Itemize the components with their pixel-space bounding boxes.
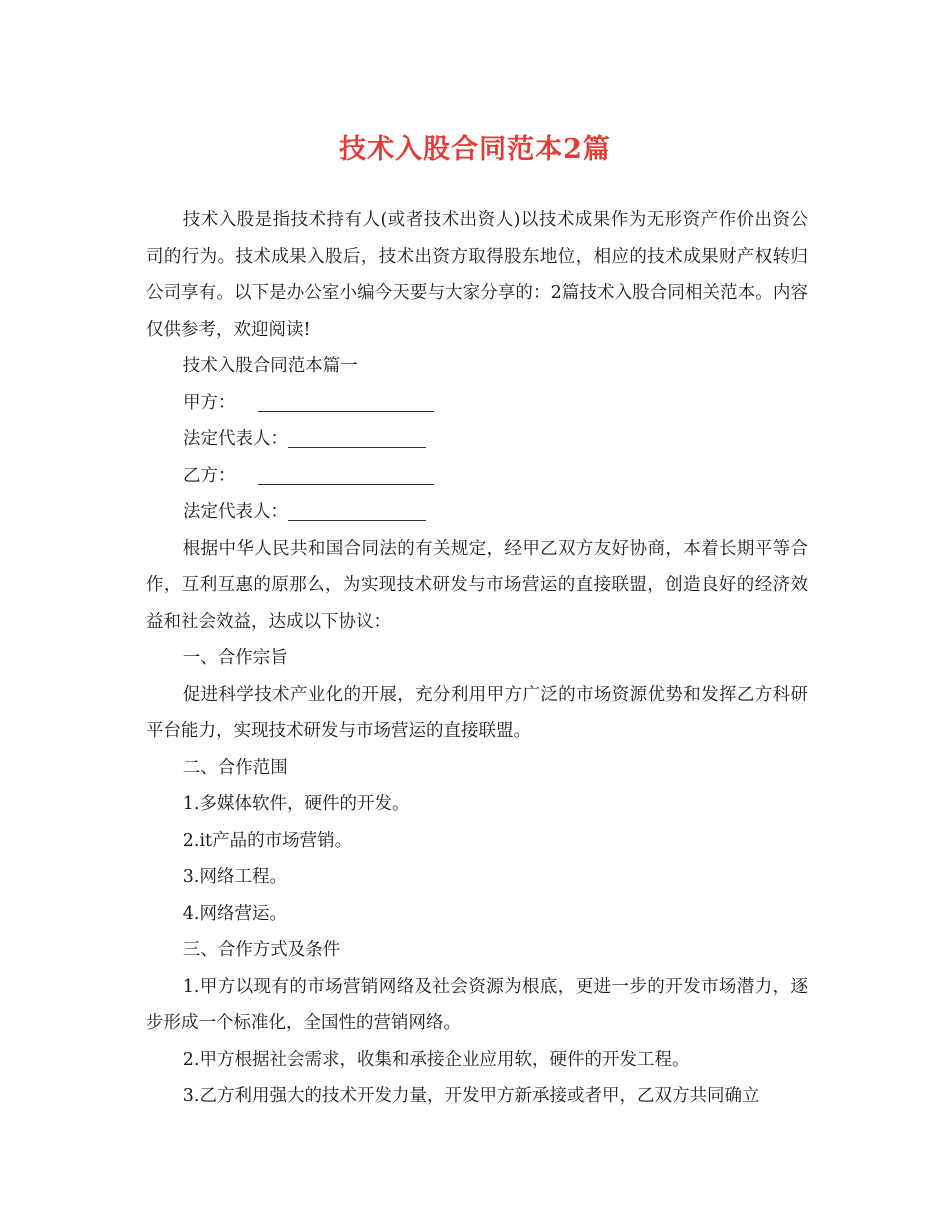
field-party-b (146, 458, 808, 495)
scope-item: 4.网络营运。 (182, 903, 287, 924)
field-label: 乙方： (183, 465, 236, 486)
signature-line (258, 389, 434, 412)
field-party-a (146, 385, 808, 422)
scope-item: 2.it产品的市场营销。 (182, 830, 353, 851)
section-title: 技术入股合同范本篇一 (182, 356, 358, 376)
heading-scope: 二、合作范围 (182, 757, 288, 778)
field-label: 法定代表人： (183, 502, 288, 522)
heading-purpose: 一、合作宗旨 (182, 648, 288, 668)
field-rep-b (146, 494, 808, 531)
terms-item: 2.甲方根据社会需求，收集和承接企业应用软，硬件的开发工程。 (182, 1049, 690, 1070)
document-title: 技术入股合同范本2篇 (339, 134, 611, 165)
terms-item: 3.乙方利用强大的技术开发力量，开发甲方新承接或者甲，乙双方共同确立 (182, 1086, 760, 1106)
purpose-paragraph: 促进科学技术产业化的开展，充分利用甲方广泛的市场资源优势和发挥乙方科研平台能力，实现技术研发与市场营运的直接联盟。 (146, 684, 808, 741)
signature-line (288, 498, 426, 521)
terms-item: 1.甲方以现有的市场营销网络及社会资源为根底，更进一步的开发市场潜力，逐步形成一个标准化，全国性的营销网络。 (146, 976, 808, 1033)
document-body (146, 202, 808, 1115)
heading-terms: 三、合作方式及条件 (182, 940, 341, 960)
signature-line (288, 425, 426, 448)
scope-item: 1.多媒体软件，硬件的开发。 (182, 794, 410, 814)
signature-line (258, 462, 434, 485)
scope-item: 3.网络工程。 (182, 867, 287, 887)
intro-paragraph: 技术入股是指技术持有人(或者技术出资人)以技术成果作为无形资产作价出资公司的行为。技术成果入股后，技术出资方取得股东地位，相应的技术成果财产权转归公司享有。以下是办公室小编今天要与大家分享的：2篇技术入股合同相关范本。内容仅供参考，欢迎阅读! (146, 210, 808, 340)
field-label: 法定代表人： (183, 429, 288, 449)
field-label: 甲方： (183, 392, 236, 413)
preamble-paragraph: 根据中华人民共和国合同法的有关规定，经甲乙双方友好协商，本着长期平等合作，互利互惠的原那么，为实现技术研发与市场营运的直接联盟，创造良好的经济效益和社会效益，达成以下协议： (146, 538, 808, 632)
field-rep-a (146, 421, 808, 458)
